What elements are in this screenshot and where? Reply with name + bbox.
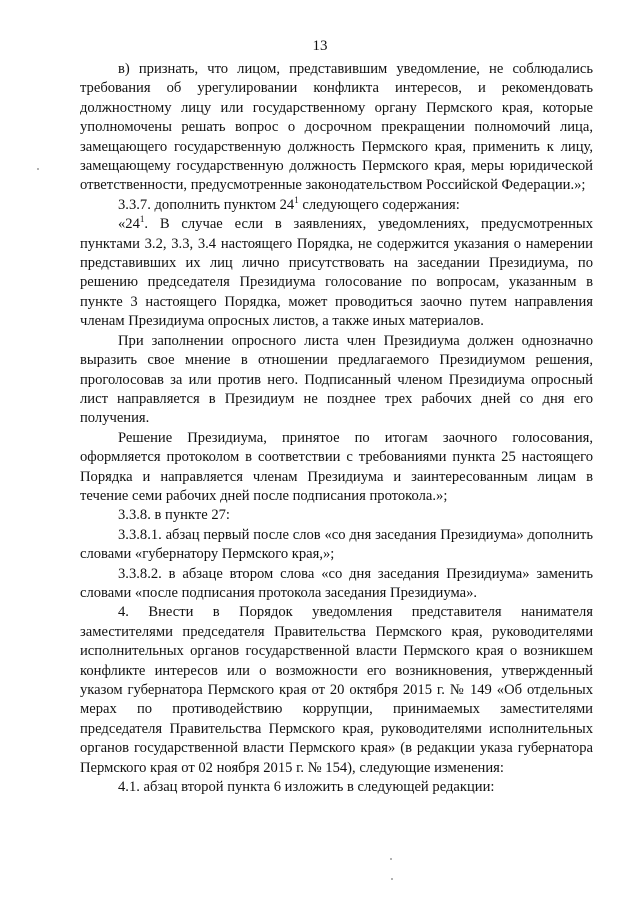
paragraph-3-text: «24: [118, 216, 140, 233]
scan-speck: [37, 168, 39, 170]
paragraph-4: При заполнении опросного листа член Президиума должен однозначно выразить свое мнение в отношении предлагаемого Президиумом решения, проголосовав за или против него. Подписанный членом Президиума опросный лист направляется в Президиум не позднее трех рабочих дней со дня его получения.: [80, 332, 593, 427]
paragraph-3-text-end: . В случае если в заявлениях, уведомлениях, предусмотренных пунктами 3.2, 3.3, 3.4 настоящего Порядка, не содержится указания о намерении представивших их лиц лично присутствовать на заседании Президиума, по решению председателя Президиума голосование по вопросам, указанным в пункте 3 настоящего Порядка, может проводиться заочно путем направления членам Президиума опросных листов, а также иных материалов.: [80, 216, 593, 330]
paragraph-10: 4.1. абзац второй пункта 6 изложить в следующей редакции:: [118, 779, 495, 796]
paragraph-2: [80, 196, 593, 215]
paragraph-8: 3.3.8.2. в абзаце втором слова «со дня заседания Президиума» заменить словами «после подписания протокола заседания Президиума».: [80, 565, 593, 601]
superscript: 1: [294, 194, 299, 205]
scan-speck: [391, 878, 393, 880]
document-body: [80, 60, 593, 797]
paragraph-1: в) признать, что лицом, представившим уведомление, не соблюдались требования об урегулировании конфликта интересов, и рекомендовать должностному лицу или государственному органу Пермского края, которые уполномочены решать вопрос о досрочном прекращении полномочий лица, замещающего государственную должность Пермского края, применить к лицу, замещающему государственную должность Пермского края, меры юридической ответственности, предусмотренные законодательством Российской Федерации.»;: [80, 61, 593, 194]
superscript: 1: [139, 214, 145, 225]
paragraph-3: [80, 215, 593, 331]
page-number: 13: [312, 38, 328, 54]
paragraph-2-text: 3.3.7. дополнить пунктом 24: [118, 196, 295, 213]
paragraph-6: 3.3.8. в пункте 27:: [118, 507, 230, 524]
paragraph-2-text-end: следующего содержания:: [298, 196, 460, 213]
paragraph-5: Решение Президиума, принятое по итогам заочного голосования, оформляется протоколом в соответствии с требованиями пункта 25 настоящего Порядка и направляется членам Президиума и заинтересованным лицам в течение семи рабочих дней после подписания протокола.»;: [80, 429, 593, 504]
scan-speck: [390, 858, 392, 860]
paragraph-7: 3.3.8.1. абзац первый после слов «со дня заседания Президиума» дополнить словами «губернатору Пермского края,»;: [80, 526, 593, 563]
paragraph-9: 4. Внести в Порядок уведомления представителя нанимателя заместителями председателя Правительства Пермского края, руководителями исполнительных органов государственной власти Пермского края о возникшем конфликте интересов или о возможности его возникновения, утвержденный указом губернатора Пермского края от 20 октября 2015 г. № 149 «Об отдельных мерах по противодействию коррупции, принимаемых заместителями председателя Правительства Пермского края, руководителями исполнительных органов государственной власти Пермского края» (в редакции указа губернатора Пермского края от 02 ноября 2015 г. № 154), следующие изменения:: [80, 604, 593, 776]
